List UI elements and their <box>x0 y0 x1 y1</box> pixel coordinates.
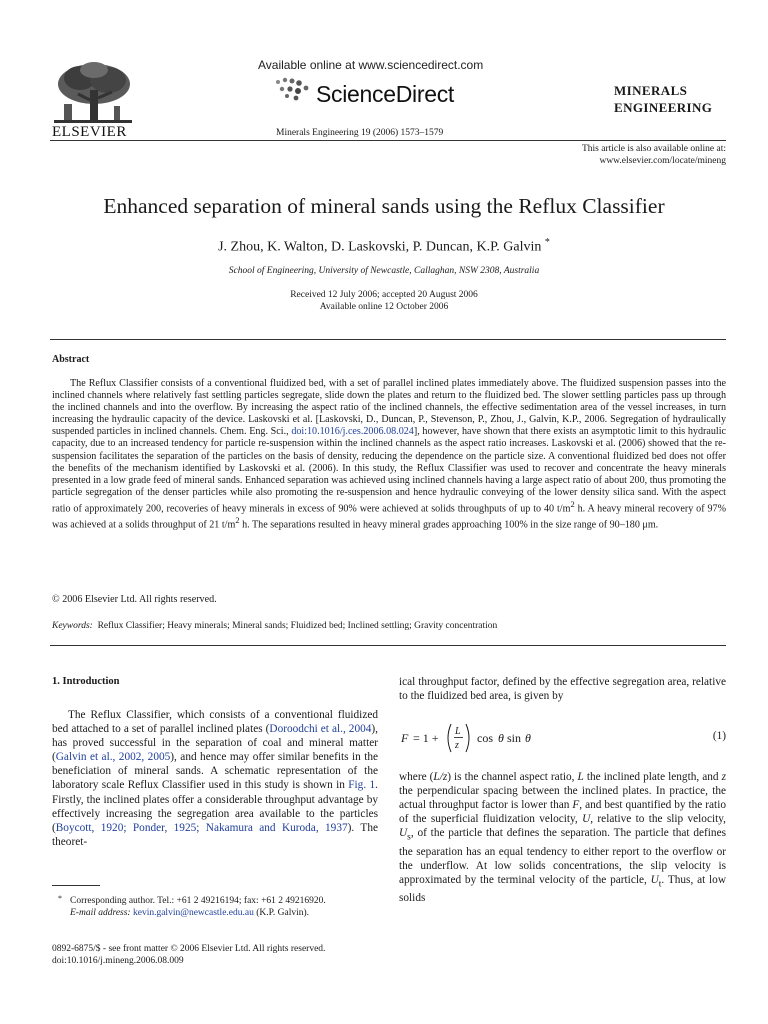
also-available-note <box>582 143 726 167</box>
reference-link[interactable]: Doroodchi et al., 2004 <box>269 723 372 736</box>
text: the inclined plate length, and <box>583 771 722 783</box>
figure-link[interactable]: Fig. 1 <box>348 779 376 792</box>
subscript: t <box>658 879 662 890</box>
svg-text:cos: cos <box>477 731 493 745</box>
equation-1 <box>399 720 726 756</box>
text: , relative to the slip velocity, <box>590 813 726 826</box>
also-available-url[interactable]: www.elsevier.com/locate/mineng <box>599 156 726 166</box>
svg-text:sin: sin <box>507 731 522 745</box>
front-matter-line: 0892-6875/$ - see front matter © 2006 Elsevier Ltd. All rights reserved. <box>52 944 326 954</box>
article-doi: doi:10.1016/j.mineng.2006.08.009 <box>52 956 184 966</box>
introduction-text <box>52 708 378 849</box>
abstract-bottom-divider <box>50 645 726 646</box>
reference-link[interactable]: Boycott, 1920; Ponder, 1925; Nakamura and Kuroda, 1937 <box>55 821 348 834</box>
corresponding-author-mark[interactable]: * <box>544 237 550 248</box>
svg-text:F: F <box>401 731 409 745</box>
abstract-text: The Reflux Classifier consists of a conventional fluidized bed, with a set of parallel inclined plates immediately above. The fluidized suspension passes into the inclined channels where relatively fast settling particles segregate, slide down the plates and return to the fluidized bed. The slower settling particles pass up through the inclined channels and into the overflow. By increasing the aspect ratio of the inclined channels, the effective sedimentation area of the vessel increases, in turn increasing the hydraulic capacity of the device. Laskovski et al. [Laskovski, D., Duncan, P., Stevenson, P., Zhou, J., Galvin, K.P., 2006. Segregation of hydraulically suspended particles in inclined channels. Chem. Eng. Sci., <box>52 378 726 438</box>
also-available-line1: This article is also available online at: <box>581 144 726 154</box>
math-var: z <box>721 771 726 783</box>
text: . Thus, at low solids <box>399 873 726 905</box>
article-title: Enhanced separation of mineral sands using the Reflux Classifier <box>103 194 665 218</box>
online-date: Available online 12 October 2006 <box>319 302 449 312</box>
elsevier-tree-logo <box>50 60 136 124</box>
intro-paragraph <box>52 708 378 849</box>
text: . Firstly, the inclined plates offer a considerable throughput advantage by effectively increasing the segregation area available to the particles ( <box>52 779 378 834</box>
journal-citation: Minerals Engineering 19 (2006) 1573–1579 <box>276 128 444 138</box>
affiliation: School of Engineering, University of Newcastle, Callaghan, NSW 2308, Australia <box>228 266 540 276</box>
keywords-label: Keywords: <box>52 621 93 631</box>
abstract-top-divider <box>50 339 726 340</box>
author-list <box>0 237 768 256</box>
available-online-text[interactable]: Available online at www.sciencedirect.com <box>258 58 484 72</box>
svg-text:L: L <box>455 726 461 737</box>
keywords-list: Reflux Classifier; Heavy minerals; Mineral sands; Fluidized bed; Inclined settling; Gravity concentration <box>97 621 498 631</box>
superscript: 2 <box>570 499 575 509</box>
article-dates <box>0 289 768 313</box>
svg-text:= 1 +: = 1 + <box>413 731 439 745</box>
footnote-divider <box>52 885 100 886</box>
reference-link[interactable]: Galvin et al., 2002, 2005 <box>55 751 171 764</box>
abstract-heading: Abstract <box>52 354 90 365</box>
text: ), has proved successful in the separation of coal and mineral matter ( <box>52 723 378 764</box>
keywords <box>52 621 497 631</box>
front-matter <box>52 943 325 967</box>
text: ), and hence may offer similar benefits in the beneficiation of mineral sands. A schematic representation of the laboratory scale Reflux Classifier used in this study is shown in <box>52 751 378 792</box>
abstract-body <box>52 378 726 532</box>
footnote <box>52 895 378 919</box>
footnote-mark: * <box>58 894 62 903</box>
sciencedirect-dots-icon <box>272 74 312 102</box>
abstract-text-end: h. The separations resulted in heavy mineral grades approaching 100% in the size range of 90–180 μm. <box>239 519 659 531</box>
math-var: U <box>582 813 591 826</box>
text: the perpendicular spacing between the inclined plates. In practice, the actual throughput factor is lower than <box>399 785 726 812</box>
text: where ( <box>399 771 434 783</box>
abstract-paragraph <box>52 378 726 532</box>
received-date: Received 12 July 2006; accepted 20 August 2006 <box>290 290 478 300</box>
footnote-email-line <box>70 907 378 919</box>
header-divider <box>50 140 726 141</box>
doi-link[interactable]: doi:10.1016/j.ces.2006.08.024 <box>291 426 414 438</box>
email-suffix: (K.P. Galvin). <box>253 908 310 918</box>
math-var: U <box>399 827 408 840</box>
section-heading: 1. Introduction <box>52 676 120 687</box>
text: , and best quantified by the ratio of the superficial fluidization velocity, <box>399 799 726 826</box>
abstract-text-cont2: h. A heavy mineral recovery of 97% was achieved at a solids throughput of 21 t/m <box>52 503 726 531</box>
math-var: L <box>577 771 584 783</box>
subscript: s <box>407 832 411 843</box>
copyright-line: © 2006 Elsevier Ltd. All rights reserved. <box>52 594 217 605</box>
math-var: U <box>650 873 659 886</box>
right-column-text-top: ical throughput factor, defined by the effective segregation area, relative to the fluidized bed area, is given by <box>399 676 726 703</box>
math-var: L/z <box>433 771 448 783</box>
right-column-text-bottom <box>399 770 726 905</box>
text: ). The theoret- <box>52 821 378 848</box>
authors-text: J. Zhou, K. Walton, D. Laskovski, P. Duncan, K.P. Galvin <box>218 239 542 255</box>
text: The Reflux Classifier, which consists of a conventional fluidized bed attached to a set of parallel inclined plates ( <box>52 709 378 736</box>
math-var: F <box>572 799 580 812</box>
superscript: 2 <box>235 516 240 526</box>
sciencedirect-logo-text: ScienceDirect <box>316 81 454 107</box>
svg-text:θ: θ <box>525 731 531 745</box>
svg-text:θ: θ <box>498 731 504 745</box>
journal-name-line1: MINERALS <box>614 83 688 98</box>
svg-text:z: z <box>455 740 459 751</box>
text: , of the particle that defines the separation. The particle that defines the separation has an equal tendency to either report to the overflow or the underflow. At low solids concentrations, the slip velocity is approximated by the terminal velocity of the particle, <box>399 827 726 886</box>
email-link[interactable]: kevin.galvin@newcastle.edu.au <box>132 908 254 918</box>
text: ) is the channel aspect ratio, <box>447 771 578 783</box>
journal-name-line2: ENGINEERING <box>614 100 713 115</box>
equation-number: (1) <box>712 730 726 742</box>
publisher-name: ELSEVIER <box>52 124 127 140</box>
abstract-text-cont: ], however, have shown that there exists an asymptotic limit to this hydraulic capacity, due to an increased tendency for particle re-suspension within the inclined channels as the aspect ratio increases. Laskovski et al. (2006) showed that the re-suspension facilitates the separation of the particles on the basis of density, reducing the dependence on the particle size. A conventional fluidized bed does not offer the benefits of the mechanism identified by Laskovski et al. (2006). In this study, the Reflux Classifier was used to recover and concentrate the heavy minerals presented in a low grade feed of mineral sands. Enhanced separation was achieved using inclined channels having a large aspect ratio of about 200, thus promoting the particle segregation of the denser particles while also promoting the re-suspension and hence hydraulic conveying of the lower density silica sand. With the aspect ratio of approximately 200, recoveries of heavy minerals in excess of 90% were achieved at solids throughputs of up to 40 t/m <box>52 426 726 515</box>
footnote-contact: Corresponding author. Tel.: +61 2 49216194; fax: +61 2 49216920. <box>70 896 326 906</box>
email-label: E-mail address: <box>70 908 131 918</box>
journal-name <box>614 82 712 116</box>
